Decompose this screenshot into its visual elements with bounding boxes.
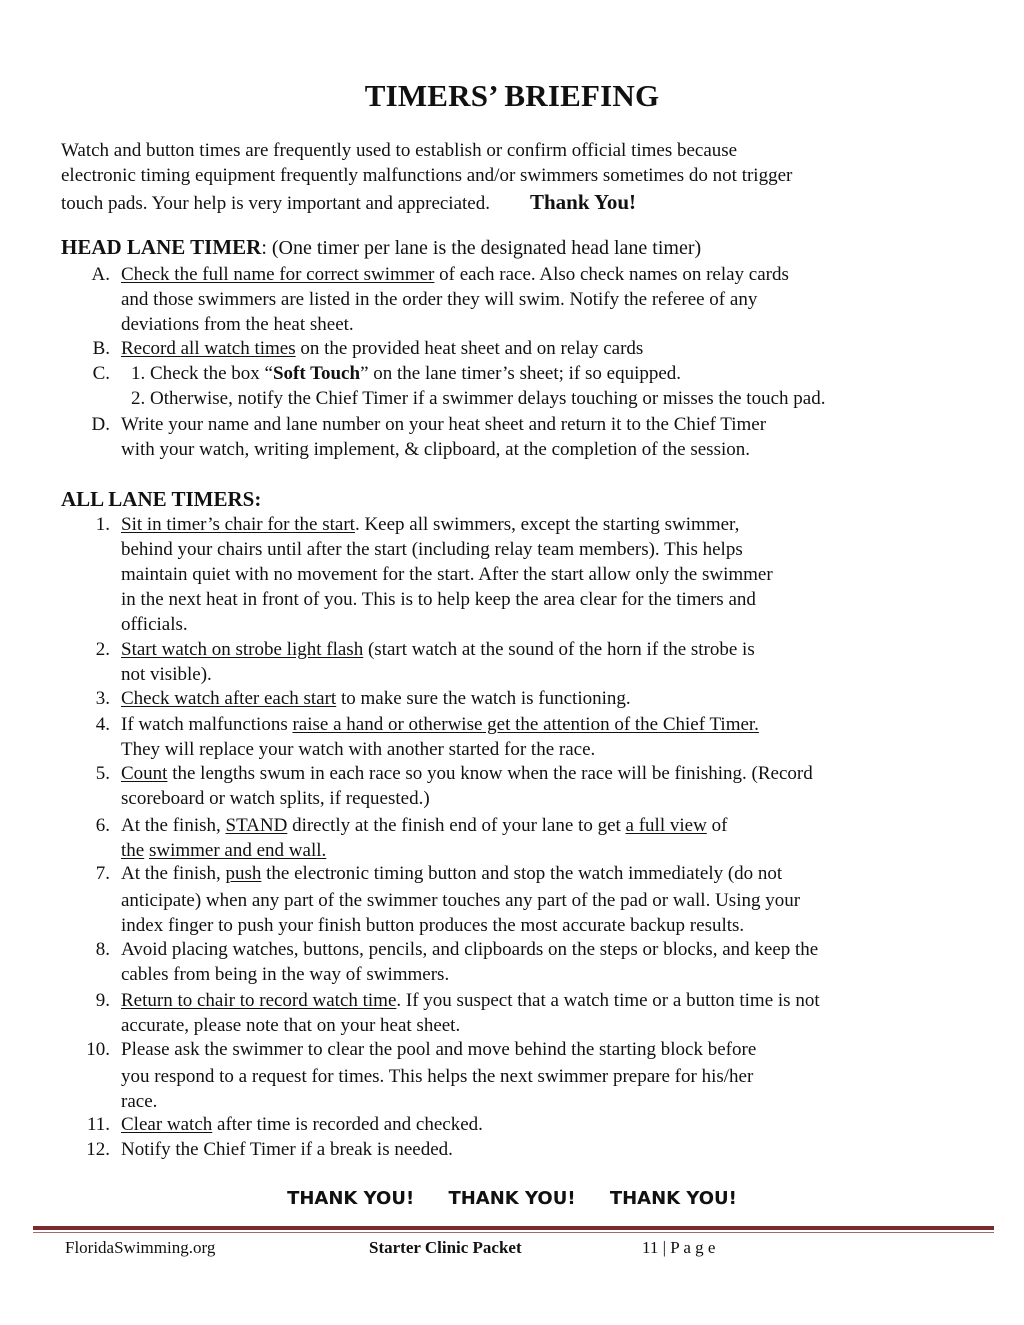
item-text: Please ask the swimmer to clear the pool and move behind the starting block before [121,1039,757,1060]
page-title: TIMERS’ BRIEFING [364,78,660,113]
all-item-1-line-4: in the next heat in front of you. This is to help keep the area clear for the timers and [121,589,756,610]
item-marker: 11. [86,1114,110,1135]
all-item-1-line-5: officials. [121,614,188,635]
text: ” on the lane timer’s sheet; if so equipped. [360,363,682,384]
underlined-text: raise a hand or otherwise get the attention of the Chief Timer. [292,714,759,735]
item-text [121,514,739,536]
item-text [121,815,727,837]
underlined-text: push [225,863,262,884]
item-marker: 9. [95,990,110,1011]
thank-you-inline: Thank You! [529,190,637,214]
head-item-a-line-3: deviations from the heat sheet. [121,314,354,335]
underlined-text: Return to chair to record watch time [121,990,397,1011]
item-text [121,763,813,785]
underlined-text: a full view [625,815,707,836]
head-lane-title: HEAD LANE TIMER [61,235,262,259]
text: of [706,815,728,836]
text: If watch malfunctions [121,714,293,735]
text: (start watch at the sound of the horn if the strobe is [363,639,755,660]
head-item-a-line-2: and those swimmers are listed in the order they will swim. Notify the referee of any [121,289,758,310]
text: At the finish, [121,863,226,884]
intro-line-2: electronic timing equipment frequently malfunctions and/or swimmers sometimes do not trigger [61,165,793,186]
item-text: Avoid placing watches, buttons, pencils, and clipboards on the steps or blocks, and keep the [121,939,819,960]
all-lane-title: ALL LANE TIMERS: [61,487,262,511]
underlined-text: Start watch on strobe light flash [121,639,364,660]
underlined-text: Record all watch times [121,338,296,359]
all-item-6-line-2 [121,840,326,862]
footer-page-number: 11 | P a g e [642,1238,716,1257]
item-text [121,990,820,1012]
all-item-10-line-3: race. [121,1091,158,1112]
thank-you-3: THANK YOU! [609,1188,737,1209]
text: to make sure the watch is functioning. [336,688,631,709]
bold-text: Soft Touch [272,363,361,384]
item-marker: 7. [95,863,110,884]
underlined-text: Count [121,763,168,784]
underlined-text: swimmer and end wall. [148,840,327,861]
all-item-7-line-3: index finger to push your finish button produces the most accurate backup results. [121,915,745,936]
all-item-4-line-2: They will replace your watch with another started for the race. [121,739,596,760]
item-text [131,363,681,385]
item-marker: A. [91,264,110,285]
underlined-text: STAND [225,815,288,836]
intro-line-1: Watch and button times are frequently used to establish or confirm official times because [61,140,738,161]
thank-you-1: THANK YOU! [287,1188,415,1209]
item-text [121,714,759,736]
footer-site: FloridaSwimming.org [65,1238,216,1257]
all-item-9-line-2: accurate, please note that on your heat sheet. [121,1015,461,1036]
text: . Keep all swimmers, except the starting swimmer, [354,514,740,535]
underlined-text: Clear watch [121,1114,213,1135]
item-marker: 4. [95,714,110,735]
footer-divider [33,1226,994,1230]
intro-line-3 [61,190,636,215]
all-item-8-line-2: cables from being in the way of swimmers. [121,964,450,985]
footer-divider-thin [33,1232,994,1233]
item-marker: C. [92,363,110,384]
item-text: Notify the Chief Timer if a break is needed. [121,1139,453,1160]
all-item-2-line-2: not visible). [121,664,212,685]
item-marker: 8. [95,939,110,960]
head-lane-heading [61,235,701,260]
item-text [121,688,631,710]
underlined-text: the [121,840,145,861]
item-marker: 2. [95,639,110,660]
text: 1. Check the box “ [131,363,273,384]
item-marker: 6. [95,815,110,836]
item-marker: 12. [86,1139,110,1160]
item-marker: 10. [86,1039,110,1060]
head-item-d-line-2: with your watch, writing implement, & clipboard, at the completion of the session. [121,439,750,460]
item-text: Write your name and lane number on your heat sheet and return it to the Chief Timer [121,414,767,435]
text: of each race. Also check names on relay cards [434,264,789,285]
item-text [121,264,789,286]
item-marker: 3. [95,688,110,709]
all-item-7-line-2: anticipate) when any part of the swimmer touches any part of the pad or wall. Using your [121,890,801,911]
item-marker: B. [92,338,110,359]
text: on the provided heat sheet and on relay cards [295,338,644,359]
all-lane-heading [61,487,261,512]
item-text [121,639,755,661]
text: the lengths swum in each race so you know when the race will be finishing. (Record [167,763,813,784]
footer-packet-title: Starter Clinic Packet [369,1238,522,1257]
head-lane-subtitle: : (One timer per lane is the designated head lane timer) [261,237,702,259]
text: . If you suspect that a watch time or a button time is not [396,990,820,1011]
head-item-c-line-2: 2. Otherwise, notify the Chief Timer if a swimmer delays touching or misses the touch pad. [131,388,826,409]
all-item-5-line-2: scoreboard or watch splits, if requested.) [121,788,430,809]
text: the electronic timing button and stop the watch immediately (do not [261,863,783,884]
item-text [121,1114,483,1136]
text: directly at the finish end of your lane to get [287,815,626,836]
intro-line-3-text: touch pads. Your help is very important and appreciated. [61,193,490,214]
text: At the finish, [121,815,226,836]
item-marker: 5. [95,763,110,784]
all-item-10-line-2: you respond to a request for times. This helps the next swimmer prepare for his/her [121,1066,754,1087]
text: after time is recorded and checked. [212,1114,483,1135]
underlined-text: Check the full name for correct swimmer [121,264,435,285]
item-marker: 1. [95,514,110,535]
underlined-text: Check watch after each start [121,688,337,709]
thank-you-2: THANK YOU! [448,1188,576,1209]
item-text [121,863,782,885]
item-text [121,338,643,360]
all-item-1-line-2: behind your chairs until after the start (including relay team members). This helps [121,539,743,560]
all-item-1-line-3: maintain quiet with no movement for the start. After the start allow only the swimmer [121,564,773,585]
thank-you-row [0,1188,1024,1209]
underlined-text: Sit in timer’s chair for the start [121,514,355,535]
item-marker: D. [91,414,110,435]
